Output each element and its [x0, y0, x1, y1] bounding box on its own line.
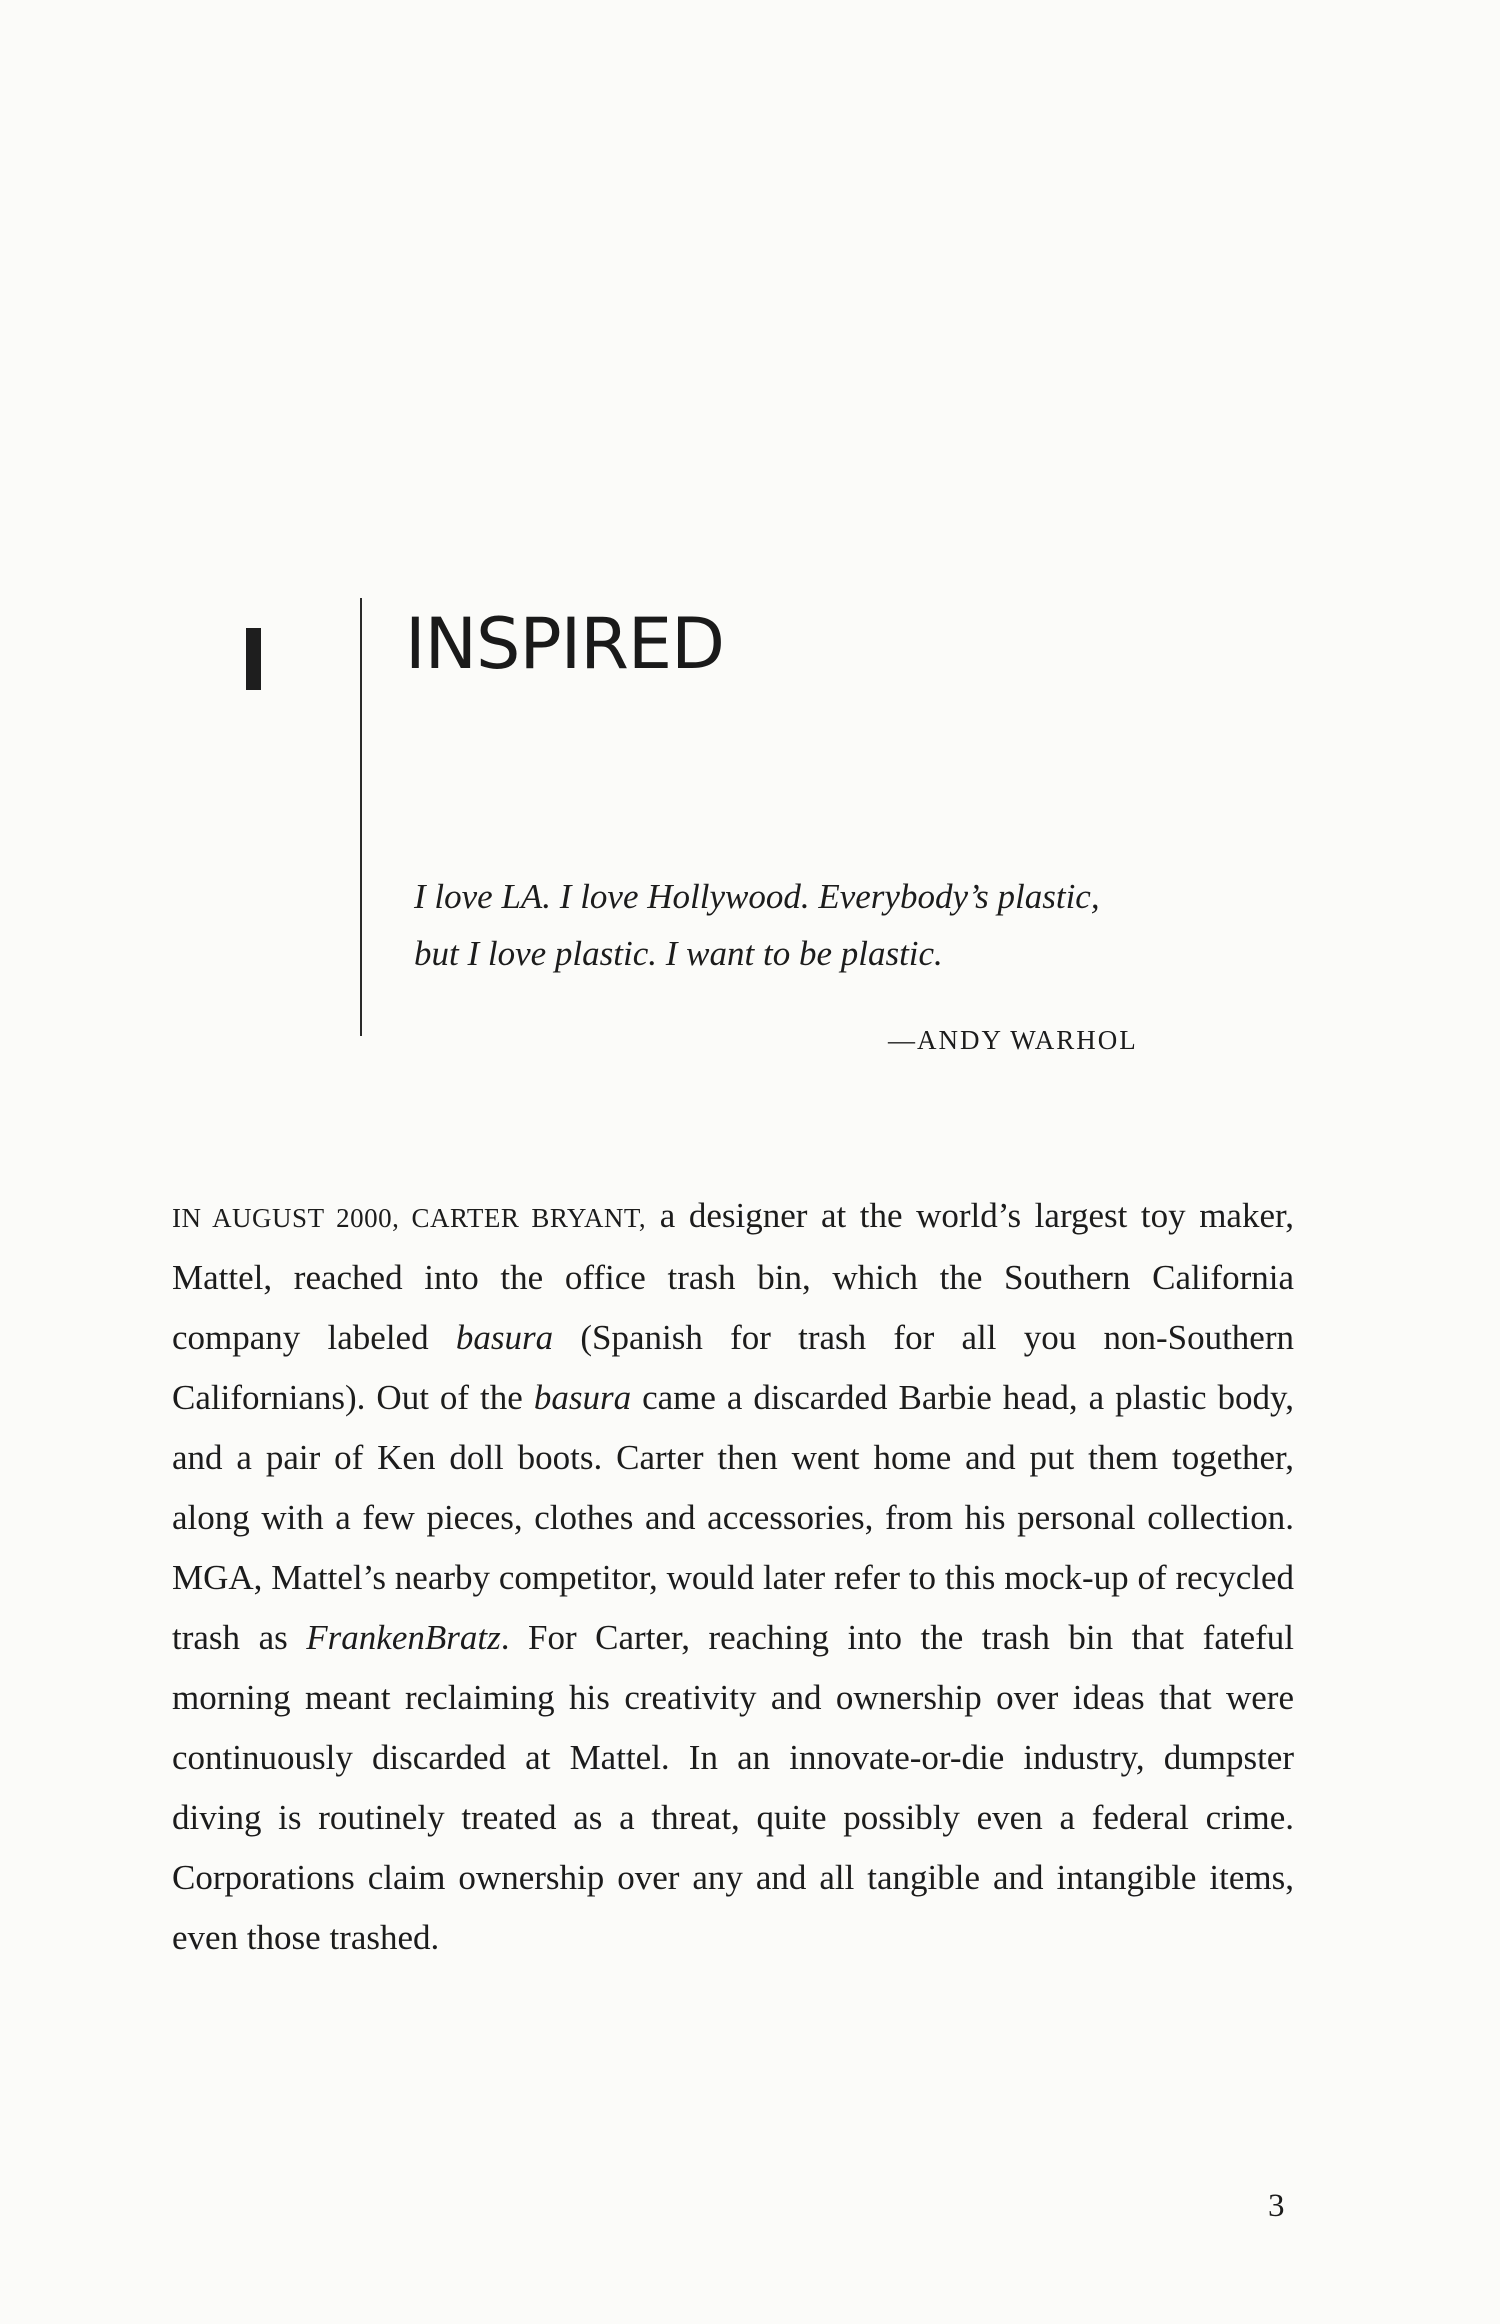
chapter-divider-rule — [360, 598, 362, 1036]
body-paragraph — [172, 1186, 1294, 1968]
body-text-segment: came a discarded Barbie head, a plastic body, and a pair of Ken doll boots. Carter then went home and put them together, along with a few pieces, clothes and accessories, from his personal collection. MGA, Mattel’s nearby competitor, would later refer to this mock-up of recycled trash as — [172, 1378, 1294, 1657]
lead-in-smallcaps: IN AUGUST 2000, CARTER BRYANT, — [172, 1203, 647, 1233]
epigraph-line-2: but I love plastic. I want to be plastic. — [414, 934, 943, 973]
page-number: 3 — [1268, 2188, 1285, 2224]
epigraph-attribution: —ANDY WARHOL — [888, 1025, 1138, 1055]
italic-term-basura: basura — [533, 1378, 632, 1417]
epigraph-line-1: I love LA. I love Hollywood. Everybody’s plastic, — [414, 877, 1100, 916]
body-text-segment: . For Carter, reaching into the trash bin that fateful morning meant reclaiming his creativity and ownership over ideas that were continuously discarded at Mattel. In an innovate-or-die industry, dumpster diving is routinely treated as a threat, quite possibly even a federal crime. Corporations claim ownership over any and all tangible and intangible items, even those trashed. — [172, 1618, 1294, 1957]
italic-term-basura: basura — [455, 1318, 554, 1357]
italic-term-frankenbratz: FrankenBratz — [306, 1618, 501, 1657]
epigraph-quote — [414, 868, 1174, 982]
chapter-title: INSPIRED — [405, 603, 725, 685]
chapter-number-mark — [246, 628, 261, 690]
body-text-segment: (Spanish for trash for all you non-Southern Californians). Out of the — [172, 1318, 1294, 1417]
body-text-segment: a designer at the world’s largest toy maker, Mattel, reached into the office trash bin, which the Southern California company labeled — [172, 1196, 1294, 1357]
